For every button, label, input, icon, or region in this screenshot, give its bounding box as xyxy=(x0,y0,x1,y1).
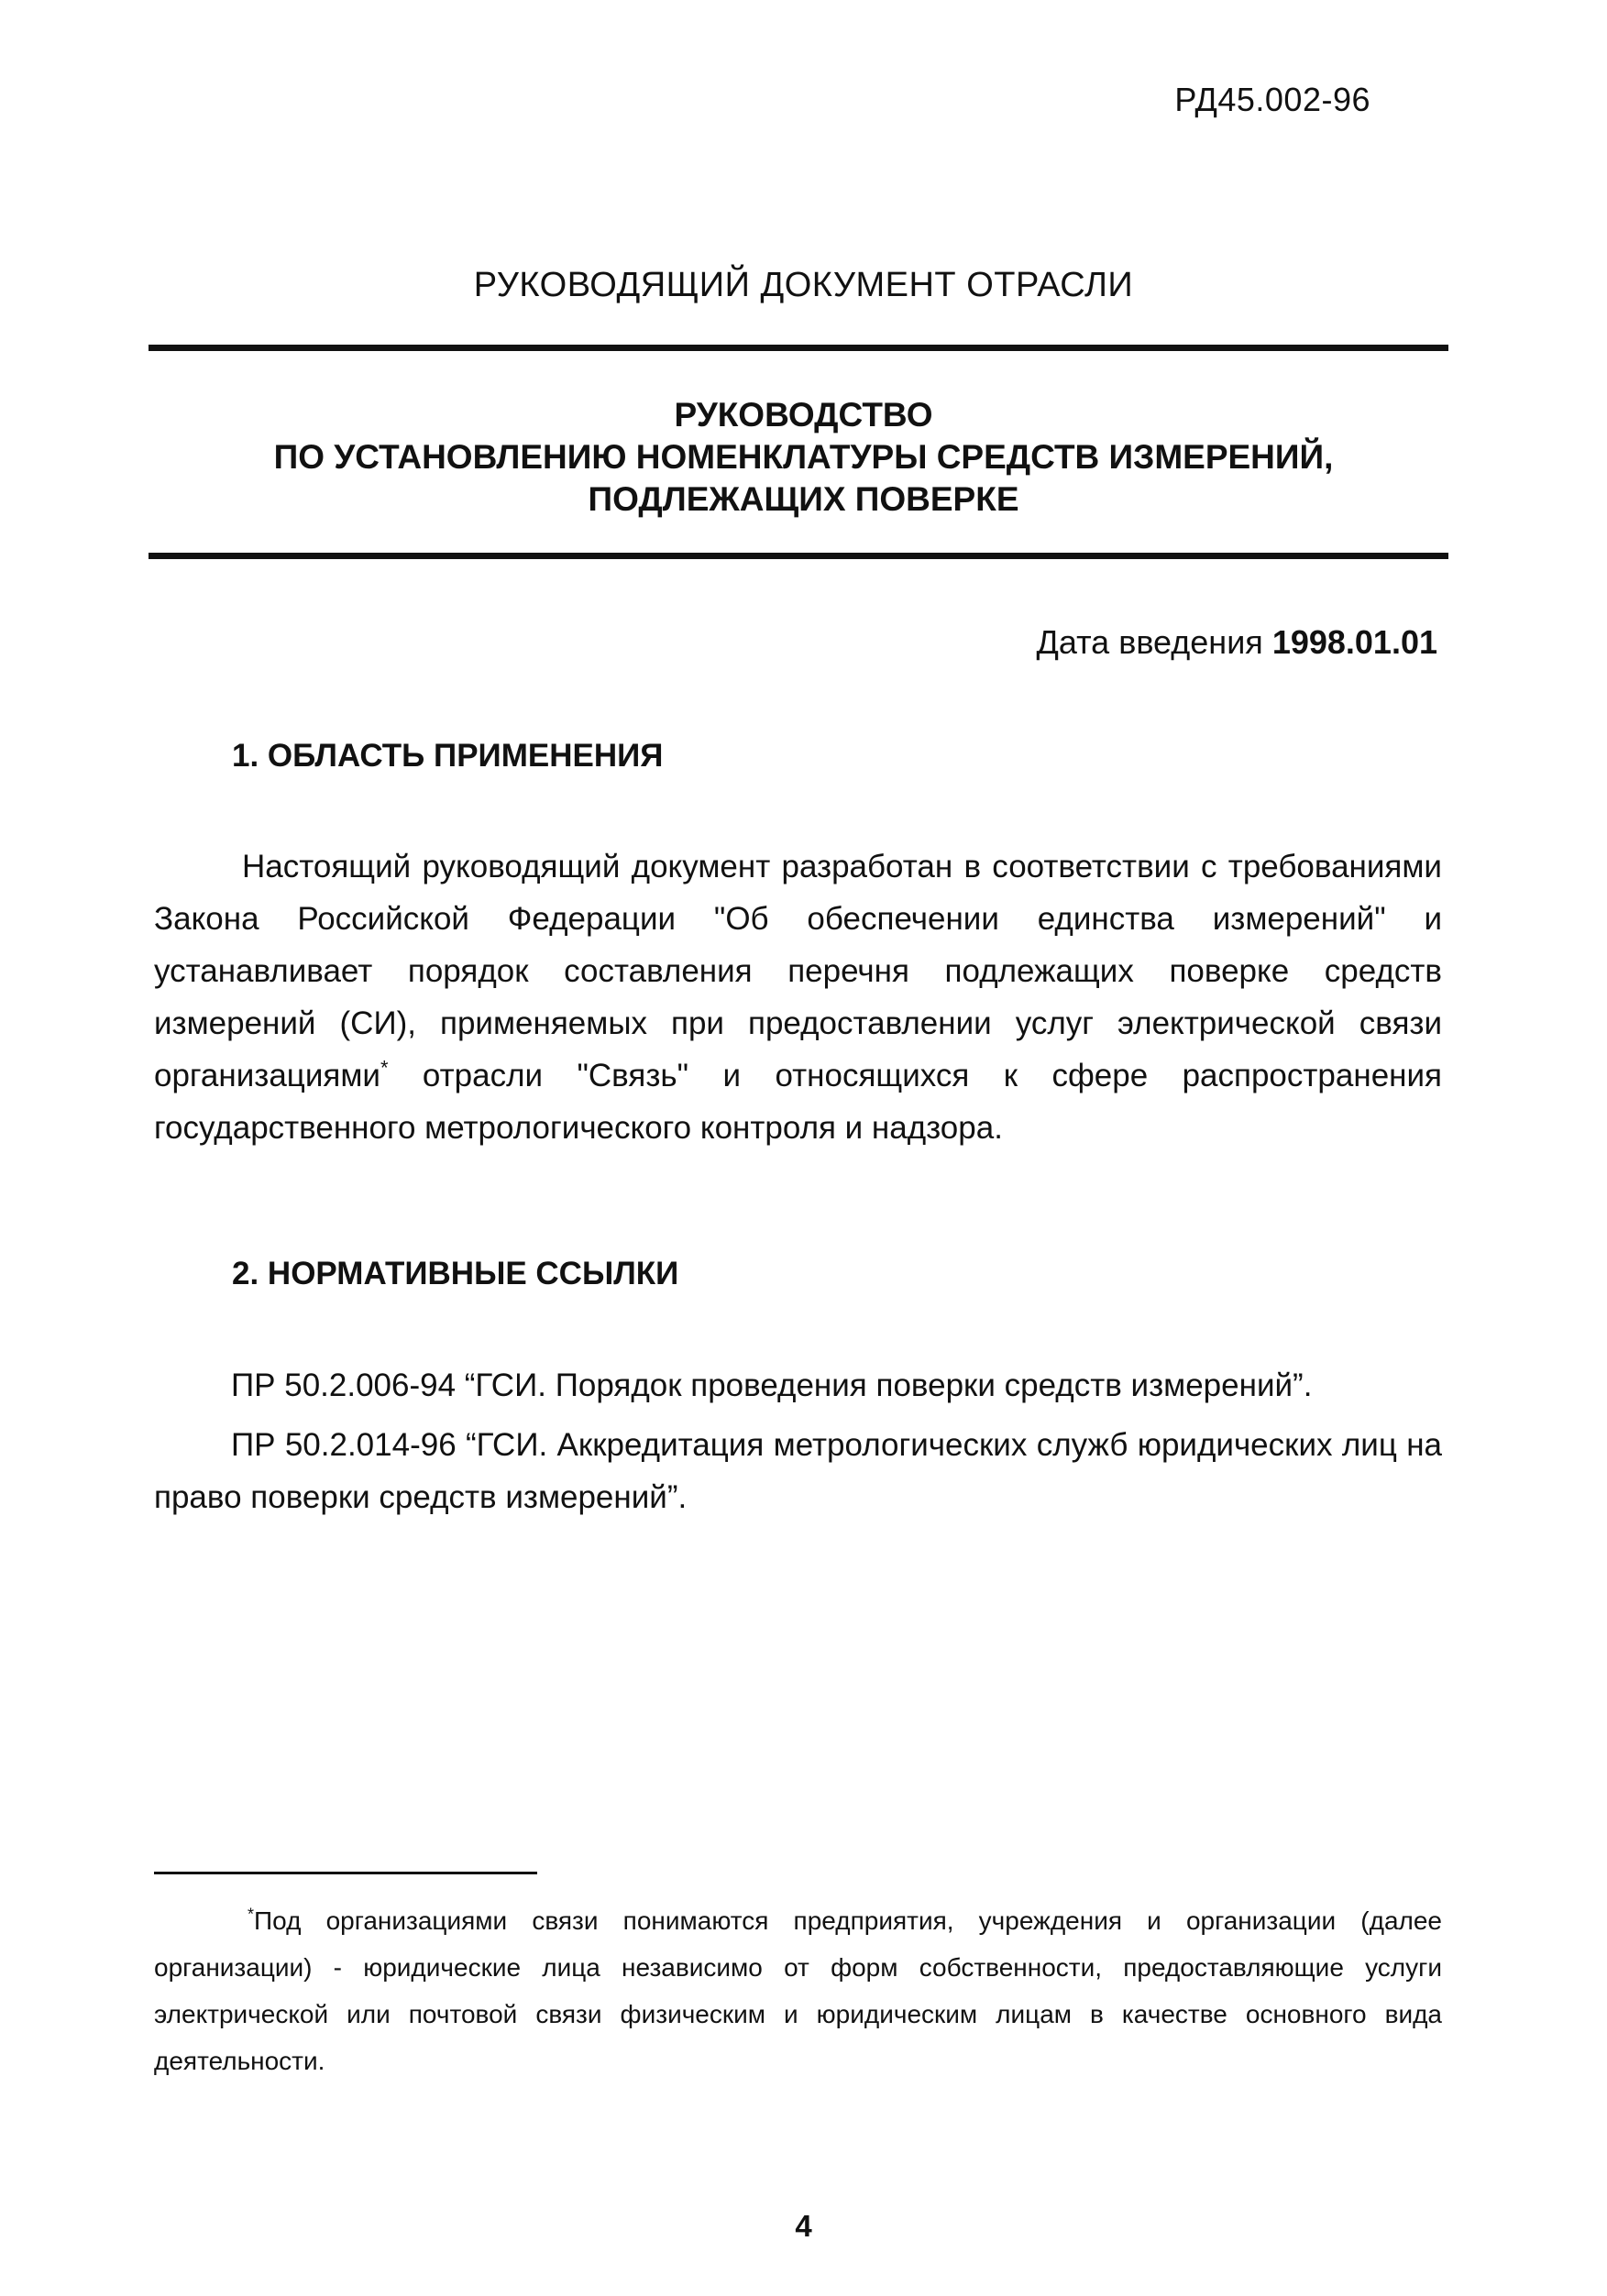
document-code: РД45.002-96 xyxy=(1174,81,1370,118)
footnote-separator xyxy=(154,1872,537,1874)
footnote xyxy=(154,1897,1442,2084)
normative-reference-2: ПР 50.2.014-96 “ГСИ. Аккредитация метрологических служб юридических лиц на право поверки средств измерений”. xyxy=(154,1427,1442,1515)
section-1-paragraph xyxy=(154,840,1442,1154)
introduction-date xyxy=(1036,623,1437,662)
page-number: 4 xyxy=(795,2209,812,2243)
document-title xyxy=(0,394,1607,521)
section-2-heading: 2. НОРМАТИВНЫЕ ССЫЛКИ xyxy=(232,1256,679,1291)
footnote-reference-mark: * xyxy=(380,1056,389,1080)
introduction-date-value: 1998.01.01 xyxy=(1271,623,1437,661)
footnote-text: Под организациями связи понимаются предприятия, учреждения и организации (далее организации) - юридические лица независимо от форм собственности, предоставляющие услуги электрической или почтовой связи физическим и юридическим лицам в качестве основного вида деятельности. xyxy=(154,1906,1442,2075)
title-top-rule xyxy=(149,345,1448,351)
footnote-mark: * xyxy=(248,1905,255,1924)
section-1-text-part-2: отрасли "Связь" и относящихся к сфере распространения государственного метрологического контроля и надзора. xyxy=(154,1058,1442,1146)
document-type-heading: РУКОВОДЯЩИЙ ДОКУМЕНТ ОТРАСЛИ xyxy=(473,266,1134,304)
title-bottom-rule xyxy=(149,553,1448,559)
introduction-date-label: Дата введения xyxy=(1036,623,1263,661)
section-1-text-part-1: Настоящий руководящий документ разработан в соответствии с требованиями Закона Российской Федерации "Об обеспечении единства измерений" и устанавливает порядок составления перечня подлежащих поверке средств измерений (СИ), применяемых при предоставлении услуг электрической связи организациями xyxy=(154,849,1442,1093)
title-line-3: ПОДЛЕЖАЩИХ ПОВЕРКЕ xyxy=(588,480,1019,518)
section-1-heading: 1. ОБЛАСТЬ ПРИМЕНЕНИЯ xyxy=(232,738,664,774)
normative-reference-1: ПР 50.2.006-94 “ГСИ. Порядок проведения поверки средств измерений”. xyxy=(231,1368,1313,1403)
title-line-2: ПО УСТАНОВЛЕНИЮ НОМЕНКЛАТУРЫ СРЕДСТВ ИЗМЕРЕНИЙ, xyxy=(273,438,1334,476)
title-line-1: РУКОВОДСТВО xyxy=(674,396,933,434)
